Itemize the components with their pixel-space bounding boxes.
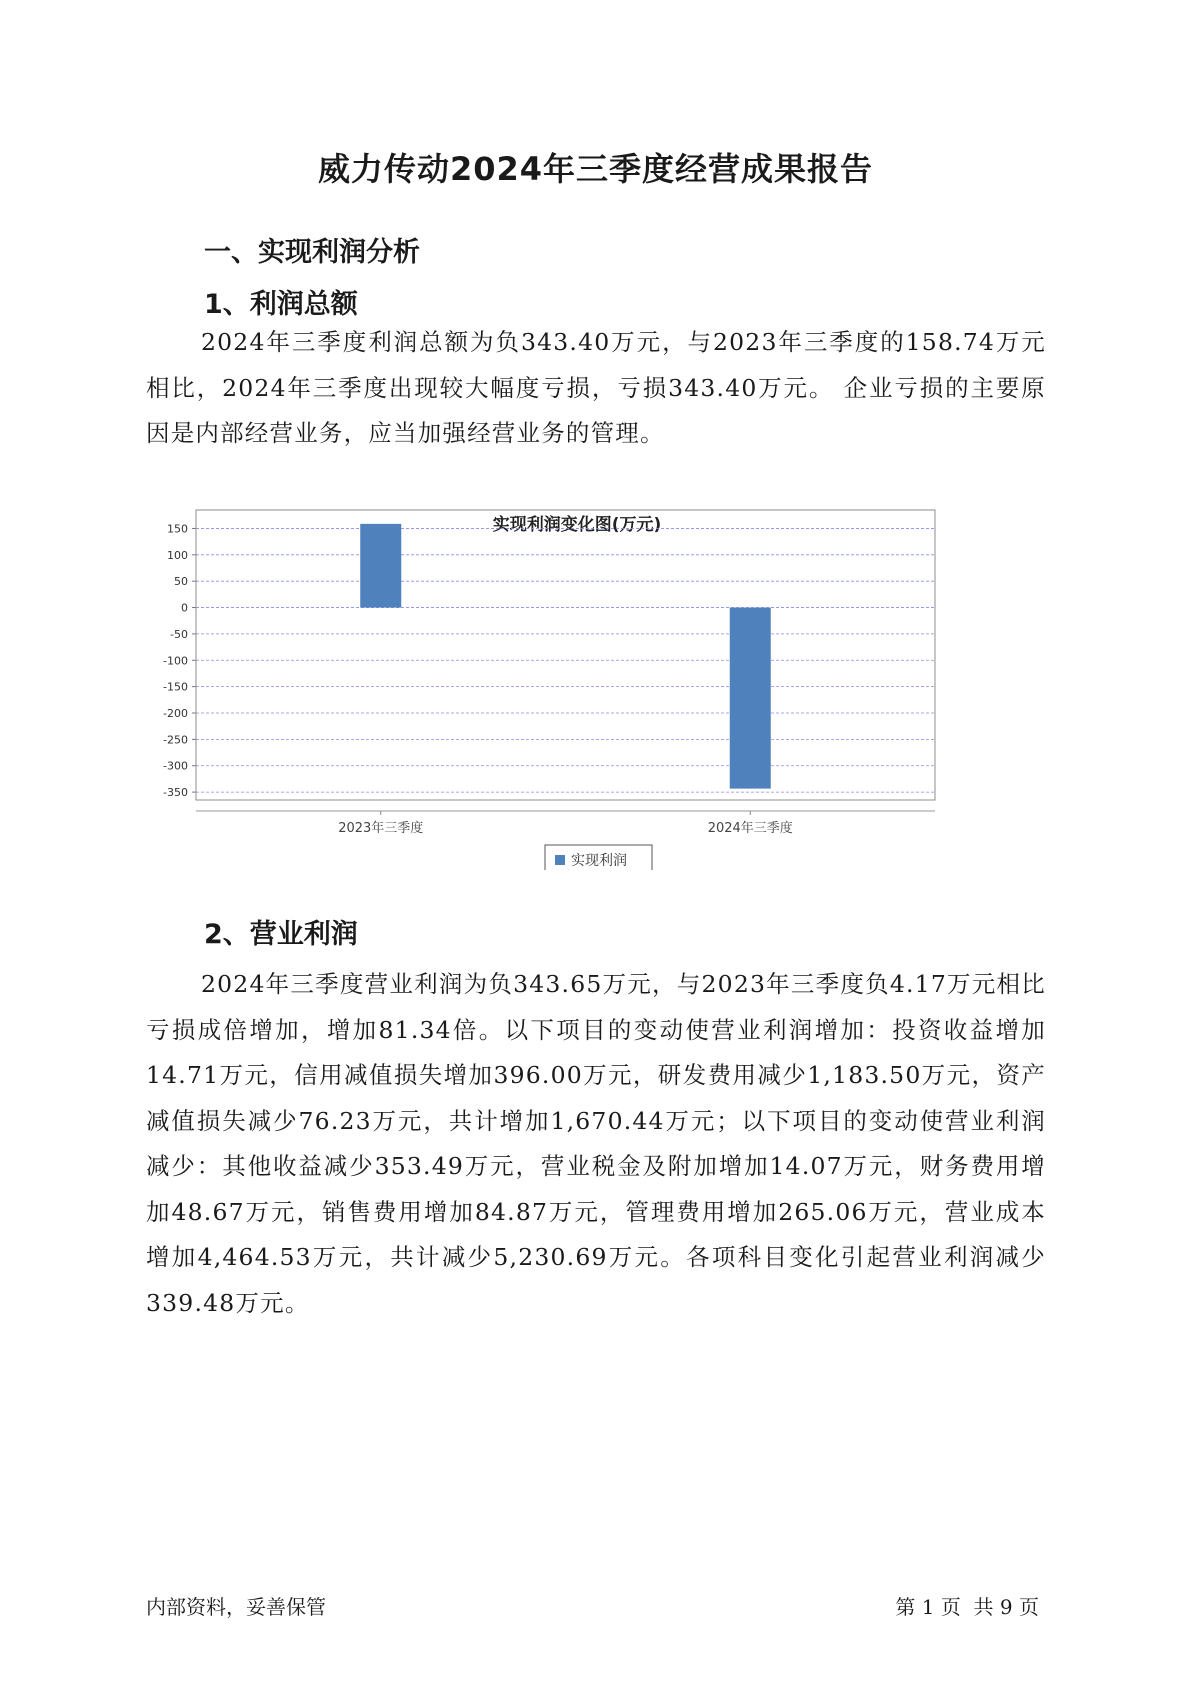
y-tick-label: 100 xyxy=(167,548,188,562)
subsection-heading-total-profit: 1、利润总额 xyxy=(204,289,358,320)
footer-page-number: 第 1 页 共 9 页 xyxy=(895,1595,1039,1619)
y-tick-label: 50 xyxy=(174,575,188,589)
y-tick-label: -200 xyxy=(163,707,188,720)
subsection-heading-operating-profit: 2、营业利润 xyxy=(204,919,358,950)
y-tick-label: 0 xyxy=(181,601,188,615)
chart-bars xyxy=(360,524,771,789)
profit-change-chart xyxy=(150,500,1050,870)
y-tick-label: -250 xyxy=(163,733,188,747)
section-heading-profit-analysis: 一、实现利润分析 xyxy=(204,237,420,268)
legend-swatch xyxy=(555,855,565,865)
footer-confidential-note: 内部资料，妥善保管 xyxy=(146,1595,326,1619)
chart-title: 实现利润变化图(万元) xyxy=(492,515,662,535)
x-tick-label: 2023年三季度 xyxy=(338,821,424,836)
y-tick-label: -150 xyxy=(163,680,188,694)
page-title: 威力传动2024年三季度经营成果报告 xyxy=(317,150,874,188)
chart-y-axis xyxy=(163,522,196,799)
x-tick-label: 2024年三季度 xyxy=(707,821,793,836)
y-tick-label: -300 xyxy=(163,759,188,773)
y-tick-label: -350 xyxy=(163,786,188,800)
y-tick-label: -100 xyxy=(163,654,188,668)
bar-2 xyxy=(730,608,771,789)
y-tick-label: 150 xyxy=(167,522,188,536)
bar-1 xyxy=(360,524,401,608)
chart-plot-frame xyxy=(196,510,935,800)
chart-x-axis xyxy=(338,811,793,836)
paragraph-operating-profit: 2024年三季度营业利润为负343.65万元，与2023年三季度负4.17万元相比亏损成倍增加，增加81.34倍。以下项目的变动使营业利润增加：投资收益增加14.71万元，信用减值损失增加396.00万元，研发费用减少1,183.50万元，资产减值损失减少76.23万元，共计增加1,670.44万元；以下项目的变动使营业利润减少：其他收益减少353.49万元，营业税金及附加增加14.07万元，财务费用增加48.67万元，销售费用增加84.87万元，管理费用增加265.06万元，营业成本增加4,464.53万元，共计减少5,230.69万元。各项科目变化引起营业利润减少339.48万元。 xyxy=(146,970,1046,1317)
y-tick-label: -50 xyxy=(170,627,188,641)
paragraph-total-profit: 2024年三季度利润总额为负343.40万元，与2023年三季度的158.74万元相比，2024年三季度出现较大幅度亏损，亏损343.40万元。 企业亏损的主要原因是内部经营业务，应当加强经营业务的管理。 xyxy=(146,328,1046,447)
chart-gridlines xyxy=(196,528,935,792)
legend-label: 实现利润 xyxy=(571,853,627,869)
chart-legend xyxy=(545,845,652,870)
